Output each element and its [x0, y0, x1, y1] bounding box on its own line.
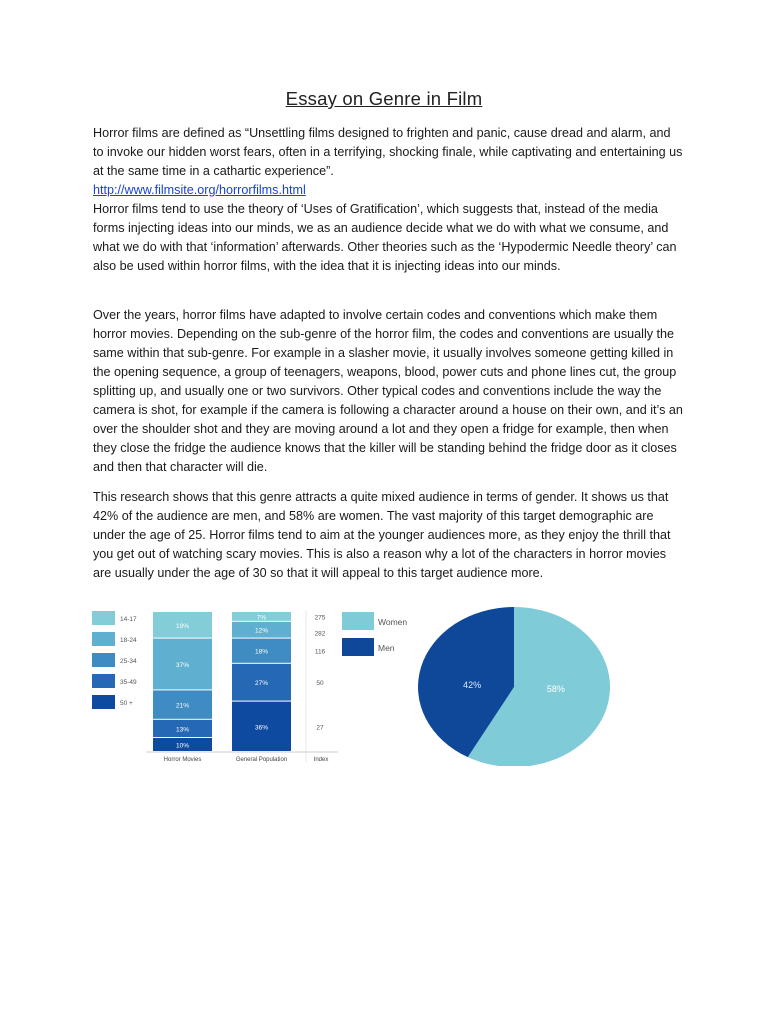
age-stacked-bar-chart — [88, 606, 348, 766]
index-header: Index — [313, 757, 329, 763]
pie-legend-swatch-men — [342, 638, 374, 656]
pie-legend-swatch-women — [342, 612, 374, 630]
legend-label-2: 18-24 — [120, 637, 137, 644]
bar-value-label: 37% — [175, 662, 190, 669]
bar-value-label: 21% — [175, 702, 190, 710]
legend-label-3: 25-34 — [120, 658, 137, 665]
bar-value-label: 13% — [175, 726, 190, 734]
bar-category-label: General Population — [235, 757, 288, 763]
bar-value-label: 10% — [175, 742, 190, 750]
legend-swatch-5 — [92, 695, 115, 709]
legend-swatch-1 — [92, 611, 115, 625]
bar-value-label: 7% — [256, 614, 267, 622]
legend-label-1: 14-17 — [120, 616, 137, 623]
source-link[interactable]: http://www.filmsite.org/horrorfilms.html — [93, 183, 306, 197]
bar-value-label: 12% — [254, 627, 269, 635]
legend-swatch-2 — [92, 632, 115, 646]
legend-swatch-3 — [92, 653, 115, 667]
bar-value-label: 27% — [254, 680, 269, 688]
index-value: 275 — [314, 614, 326, 622]
bar-category-label: Horror Movies — [163, 757, 202, 763]
bar-index — [315, 615, 326, 732]
pie-value-label: 58% — [546, 683, 565, 694]
index-value: 282 — [314, 630, 326, 638]
bar-legend — [92, 611, 137, 709]
index-value: 116 — [314, 648, 326, 656]
bar-value-label: 19% — [175, 622, 190, 630]
index-value: 27 — [316, 724, 324, 732]
bar-bars — [153, 612, 291, 751]
bar-value-label: 36% — [254, 724, 269, 732]
pie-slices — [418, 607, 610, 766]
pie-legend-label: Women — [378, 617, 408, 627]
paragraph-audience-research: This research shows that this genre attracts a quite mixed audience in terms of gender. It shows us that 42% of the audience are men, and 58% are women. The vast majority of this target demographic are under the age of 25. Horror films tend to aim at the younger audiences more, as they enjoy the thrill that you get out of watching scary movies. This is also a reason why a lot of the characters in horror movies are usually under the age of 30 so that it will appeal to this target audience more. — [93, 490, 671, 580]
paragraph-codes-conventions: Over the years, horror films have adapted to involve certain codes and conventions which make them horror movies. Depending on the sub-genre of the horror film, the codes and conventions are usually the same within that sub-genre. For example in a slasher movie, it usually involves someone getting killed in the opening sequence, a group of teenagers, weapons, blood, power cuts and phone lines cut, the group splitting up, and usually one or two survivors. Other typical codes and conventions include the way the camera is shot, for example if the camera is following a character around a house on their own, and it’s an over the shoulder shot and they are moving around a lot and they open a fridge for example, then when they close the fridge the audience knows that the killer will be standing behind the fridge door as it closes and then that character will die. — [93, 308, 683, 474]
paragraph-theory-text: Horror films tend to use the theory of ‘Uses of Gratification’, which suggests that, instead of the media forms injecting ideas into our minds, we as an audience decide what we do with what we consume, and what we do with that ‘information’ afterwards. Other theories such as the ‘Hypodermic Needle theory’ can also be used within horror films, with the idea that it is injecting ideas into our minds. — [93, 202, 677, 273]
pie-legend-label: Men — [378, 643, 395, 653]
index-value: 50 — [316, 680, 324, 688]
gender-pie-chart — [338, 604, 618, 766]
paragraph-definition — [93, 124, 683, 276]
pie-legend — [342, 612, 407, 656]
paragraph-definition-text: Horror films are defined as “Unsettling films designed to frighten and panic, cause dread and alarm, and to invoke our hidden worst fears, often in a terrifying, shocking finale, while captivating and entertaining us at the same time in a cathartic experience”. — [93, 126, 683, 178]
legend-swatch-4 — [92, 674, 115, 688]
legend-label-4: 35-49 — [120, 679, 137, 686]
page-title: Essay on Genre in Film — [285, 88, 483, 109]
bar-value-label: 18% — [254, 648, 269, 656]
pie-value-label: 42% — [463, 680, 482, 691]
legend-label-5: 50 + — [120, 700, 133, 707]
